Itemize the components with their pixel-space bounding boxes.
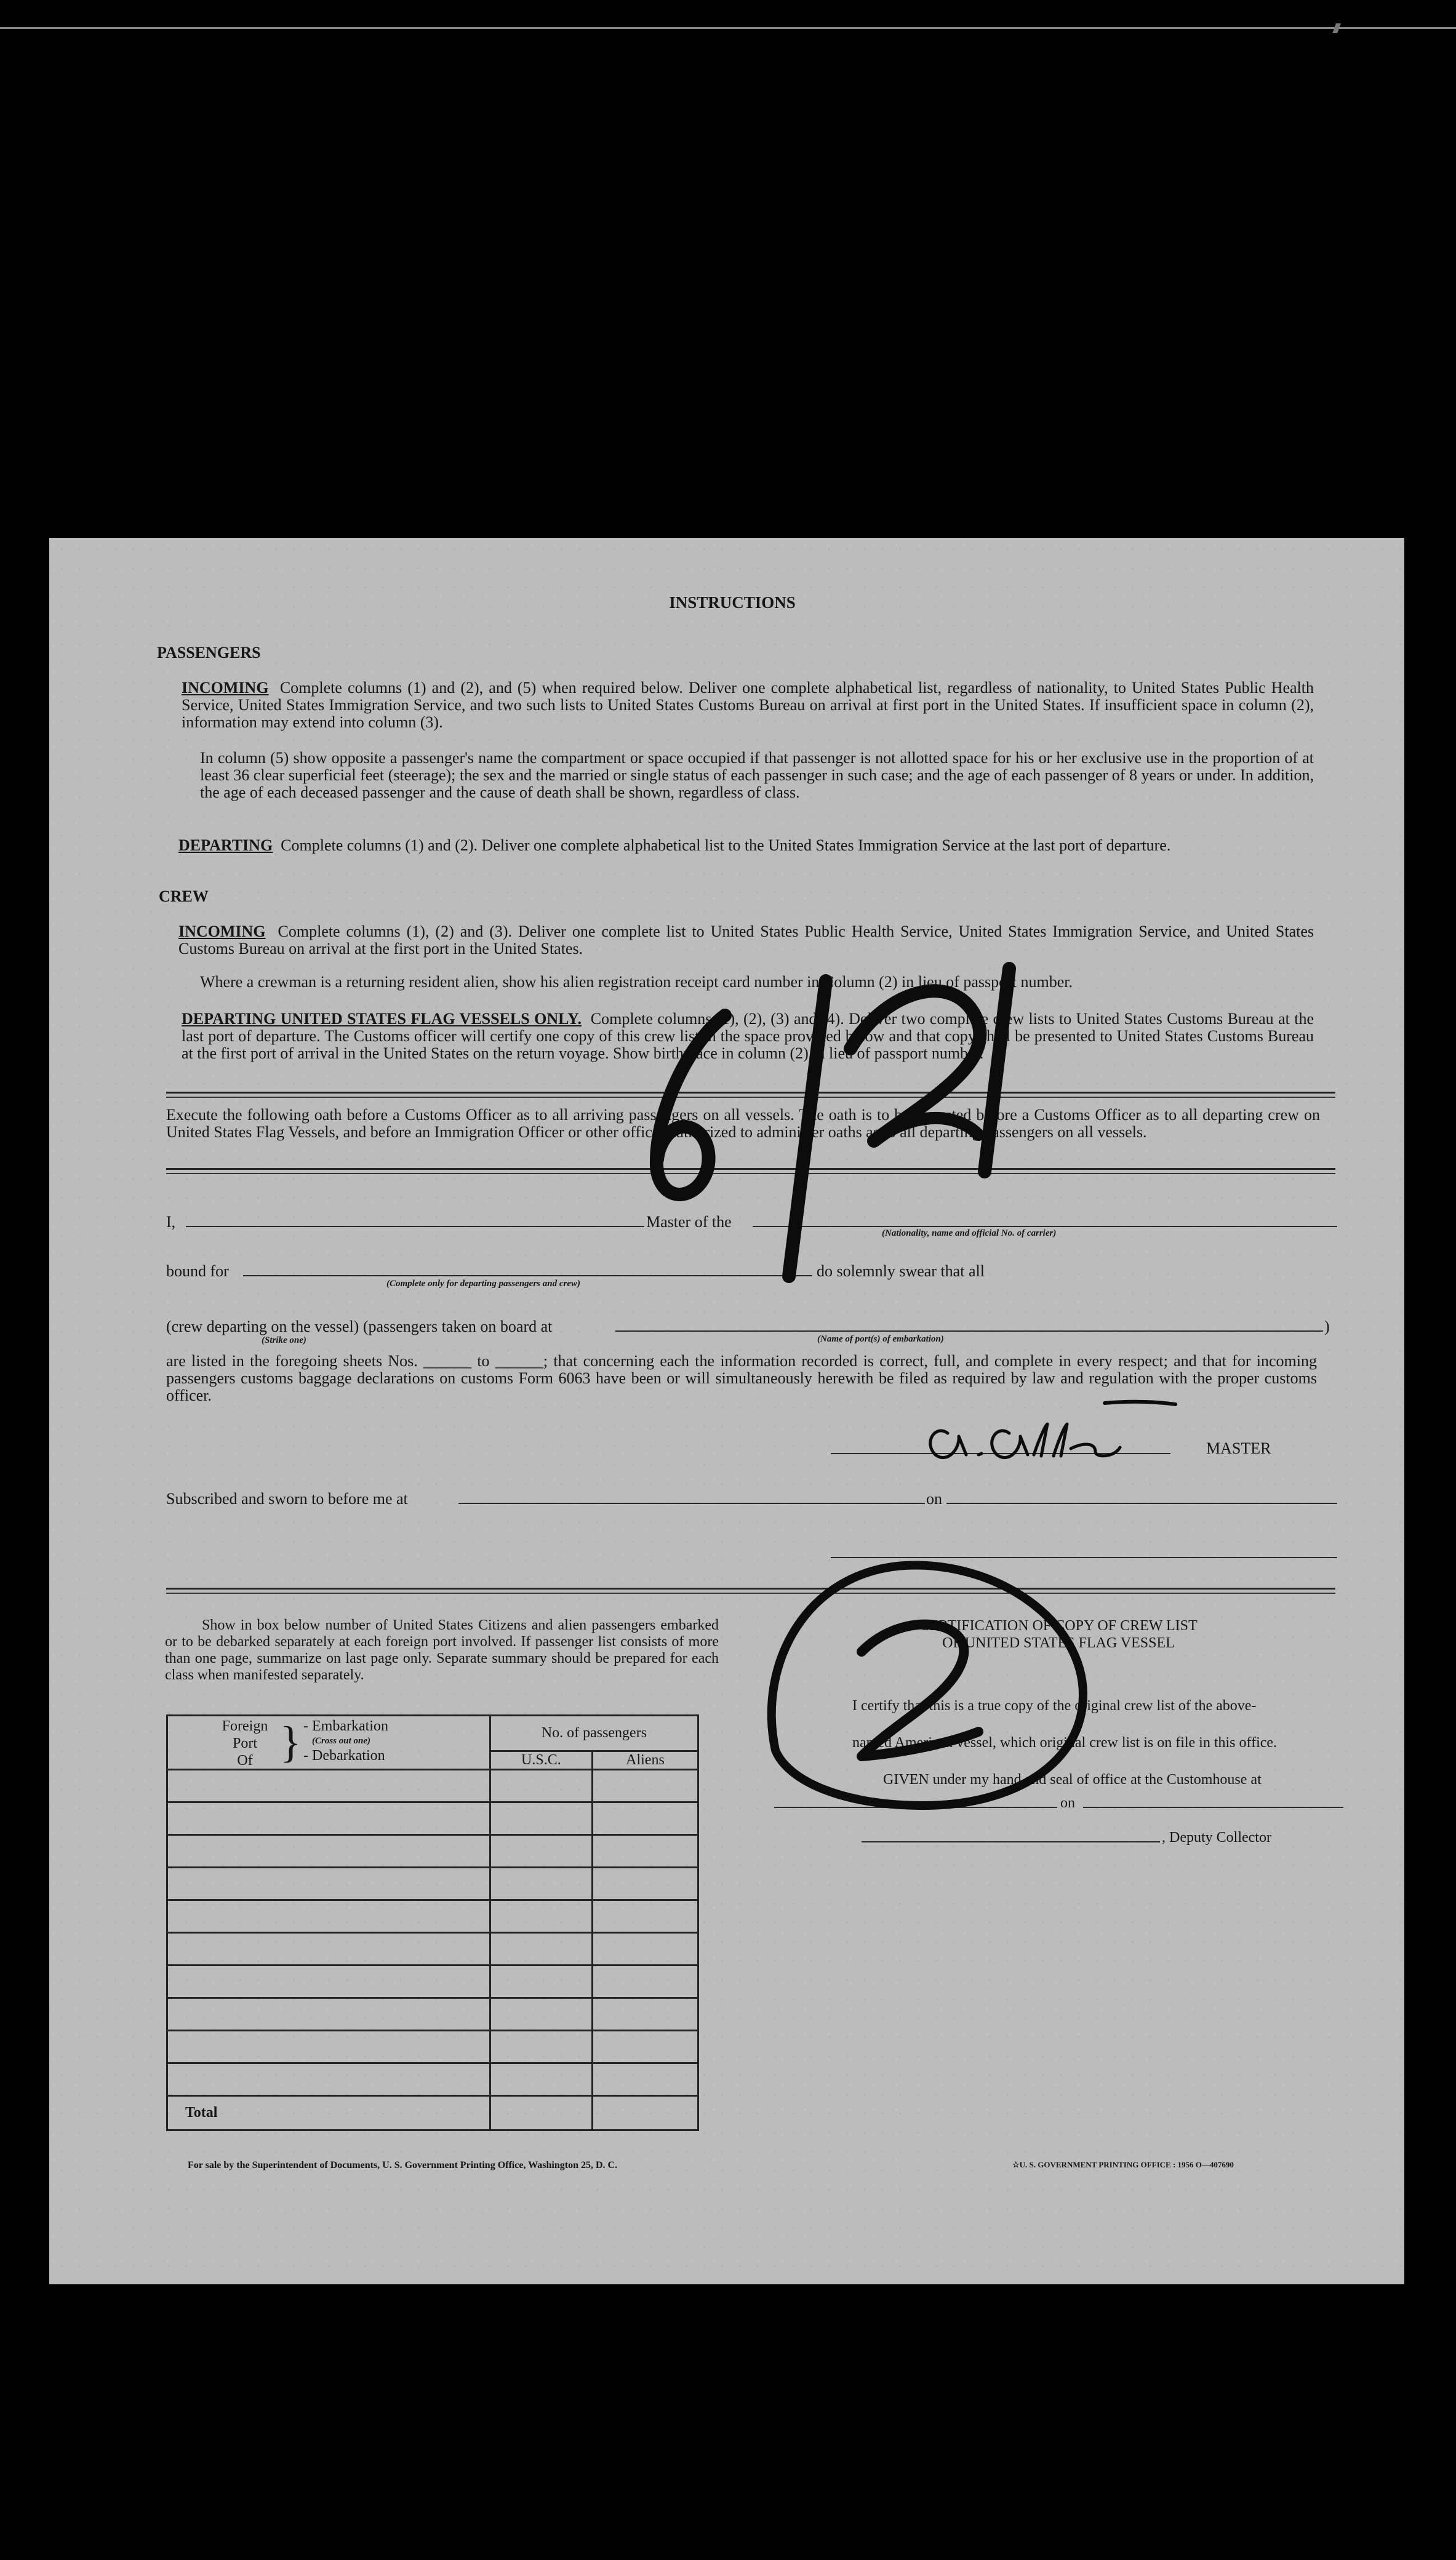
incoming-label: INCOMING [182, 679, 269, 697]
debarkation-label: - Debarkation [303, 1748, 385, 1764]
divider [166, 1097, 1335, 1098]
certification-title-line2: OF UNITED STATES FLAG VESSEL [942, 1635, 1175, 1651]
listed-paragraph: are listed in the foregoing sheets Nos. ______ to ______; that concerning each the information recorded is correct, full, and complete in every respect; and that for incoming passengers customs baggage declarations on customs Form 6063 have been or will simultaneously herewith be filed as required by law and regulation with the proper customs officer. [166, 1352, 1317, 1404]
divider [166, 1588, 1335, 1590]
crew-passengers-label: (crew departing on the vessel) (passengers taken on board at [166, 1318, 553, 1335]
passenger-summary-table [166, 1714, 699, 2131]
bound-for-label: bound for [166, 1262, 229, 1280]
port-header-cell [167, 1716, 490, 1770]
crew-departing-paragraph [182, 1010, 1314, 1062]
bound-for-field[interactable] [243, 1275, 812, 1276]
total-row [167, 2096, 698, 2130]
port-cell[interactable] [167, 1933, 490, 1966]
subscribed-label: Subscribed and sworn to before me at [166, 1490, 408, 1508]
customhouse-field[interactable] [774, 1807, 1057, 1808]
column5-paragraph: In column (5) show opposite a passenger's name the compartment or space occupied if that passenger is not allotted space for his or her exclusive use in the proportion of at least 36 clear superficial feet (steerage); the sex and the married or single status of each passenger in such case; and the age of each passenger of 8 years or under. In addition, the age of each deceased passenger and the cause of death shall be shown, regardless of class. [200, 749, 1314, 801]
usc-cell[interactable] [490, 1933, 592, 1966]
sworn-place-field[interactable] [458, 1503, 925, 1504]
crew-incoming-paragraph [178, 923, 1314, 958]
deputy-collector-label: , Deputy Collector [1162, 1830, 1271, 1846]
given-line: GIVEN under my hand and seal of office at the Customhouse at [883, 1772, 1262, 1788]
certify-line2: named American vessel, which original crew list is on file in this office. [852, 1735, 1278, 1751]
port-cell[interactable] [167, 2063, 490, 2096]
aliens-cell[interactable] [592, 1900, 698, 1933]
total-usc-cell[interactable] [490, 2096, 592, 2130]
aliens-cell[interactable] [592, 2031, 698, 2063]
master-label: MASTER [1206, 1439, 1271, 1457]
aliens-cell[interactable] [592, 1770, 698, 1802]
usc-cell[interactable] [490, 1835, 592, 1868]
crew-heading: CREW [159, 887, 209, 905]
usc-cell[interactable] [490, 1802, 592, 1835]
crew-incoming-label: INCOMING [178, 922, 266, 940]
passengers-heading: PASSENGERS [157, 644, 261, 662]
carrier-note: (Nationality, name and official No. of carrier) [882, 1228, 1057, 1238]
foreign-label: Foreign [222, 1718, 268, 1734]
large-mark-stroke-one [985, 969, 1009, 1172]
table-row [167, 1998, 698, 2031]
usc-cell[interactable] [490, 2031, 592, 2063]
port-labels [211, 1718, 279, 1769]
direction-labels [303, 1718, 388, 1764]
aliens-cell[interactable] [592, 1933, 698, 1966]
cross-out-note: (Cross out one) [312, 1736, 371, 1746]
crew-returning-paragraph: Where a crewman is a returning resident alien, show his alien registration receipt card number in Column (2) in lieu of passport number. [200, 973, 1073, 991]
aliens-cell[interactable] [592, 1835, 698, 1868]
aliens-header: Aliens [592, 1751, 698, 1770]
certification-title [862, 1617, 1255, 1652]
usc-cell[interactable] [490, 1966, 592, 1998]
passengers-incoming-paragraph [182, 679, 1314, 731]
port-cell[interactable] [167, 1868, 490, 1900]
usc-cell[interactable] [490, 1998, 592, 2031]
table-row [167, 1770, 698, 1802]
sworn-date-field[interactable] [946, 1503, 1337, 1504]
passengers-departing-paragraph [178, 837, 1314, 854]
aliens-cell[interactable] [592, 1966, 698, 1998]
on-label: on [926, 1490, 942, 1508]
departing-text: Complete columns (1) and (2). Deliver one complete alphabetical list to the United States Immigration Service at the last port of departure. [281, 836, 1171, 854]
oath-intro: Execute the following oath before a Customs Officer as to all arriving passengers on all vessels. The oath is to be executed before a Customs Officer as to all departing crew on United States Flag Vessels, and before an Immigration Officer or other officer authorized to administer oaths as to all departing passengers on all vessels. [166, 1106, 1320, 1141]
crew-departing-text: Complete columns (1), (2), (3) and (4). Deliver two complete crew lists to United States Customs Bureau at the last port of departure. The Customs officer will certify one copy of this crew list in the space provided below and that copy shall be presented to United States Customs Bureau at the first port of arrival in the United States on the return voyage. Show birthplace in column (2) in lieu of passport number. [182, 1010, 1314, 1062]
certify-date-field[interactable] [1083, 1807, 1343, 1808]
swear-text: do solemnly swear that all [817, 1262, 985, 1280]
embarkation-label: - Embarkation [303, 1718, 388, 1734]
port-cell[interactable] [167, 1966, 490, 1998]
carrier-field[interactable] [753, 1226, 1337, 1227]
usc-cell[interactable] [490, 2063, 592, 2096]
certify-line1: I certify that this is a true copy of the original crew list of the above- [852, 1698, 1257, 1714]
brace-icon: } [280, 1718, 302, 1767]
table-row [167, 2063, 698, 2096]
table-row [167, 1966, 698, 1998]
crew-incoming-text: Complete columns (1), (2) and (3). Deliver one complete list to United States Public Health Service, United States Immigration Service, and United States Customs Bureau on arrival at the first port in the United States. [178, 922, 1314, 958]
incoming-text: Complete columns (1) and (2), and (5) when required below. Deliver one complete alphabetical list, regardless of nationality, to United States Public Health Service, United States Immigration Service, and two such lists to United States Customs Bureau on arrival at first port in the United States. If insufficient space in column (2), information may extend into column (3). [182, 679, 1314, 731]
divider [166, 1173, 1335, 1174]
port-cell[interactable] [167, 1998, 490, 2031]
port-cell[interactable] [167, 1900, 490, 1933]
master-name-field[interactable] [186, 1226, 644, 1227]
table-row [167, 2031, 698, 2063]
table-row [167, 1835, 698, 1868]
port-cell[interactable] [167, 1770, 490, 1802]
deputy-signature-field[interactable] [862, 1841, 1160, 1842]
port-cell[interactable] [167, 1802, 490, 1835]
no-of-passengers-header: No. of passengers [490, 1716, 698, 1751]
port-cell[interactable] [167, 2031, 490, 2063]
total-label: Total [167, 2096, 490, 2130]
close-paren: ) [1324, 1318, 1330, 1335]
aliens-cell[interactable] [592, 1868, 698, 1900]
table-row [167, 1933, 698, 1966]
film-top-line [0, 27, 1456, 29]
aliens-cell[interactable] [592, 2063, 698, 2096]
bound-for-note: (Complete only for departing passengers and crew) [386, 1279, 580, 1289]
table-row [167, 1868, 698, 1900]
divider [166, 1593, 1335, 1594]
master-signature-field[interactable] [831, 1453, 1170, 1454]
divider [166, 1168, 1335, 1170]
on-label-2: on [1060, 1795, 1075, 1811]
usc-cell[interactable] [490, 1900, 592, 1933]
certify-paragraph [852, 1687, 1345, 1798]
table-row [167, 1900, 698, 1933]
port-label: Port [232, 1735, 257, 1751]
aliens-cell[interactable] [592, 1802, 698, 1835]
footer-left: For sale by the Superintendent of Documents, U. S. Government Printing Office, Washington 25, D. C. [188, 2160, 618, 2170]
crew-departing-label: DEPARTING UNITED STATES FLAG VESSELS ONLY. [182, 1010, 582, 1028]
usc-cell[interactable] [490, 1770, 592, 1802]
officer-signature-field[interactable] [831, 1557, 1337, 1558]
box-instructions: Show in box below number of United States Citizens and alien passengers embarked or to be debarked separately at each foreign port involved. If passenger list consists of more than one page, summarize on last page only. Separate summary should be prepared for each class when manifested separately. [165, 1617, 719, 1683]
footer-right: ☆U. S. GOVERNMENT PRINTING OFFICE : 1956 O—407690 [1012, 2160, 1234, 2169]
certification-title-line1: CERTIFICATION OF COPY OF CREW LIST [919, 1618, 1198, 1634]
usc-header: U.S.C. [490, 1751, 592, 1770]
port-note: (Name of port(s) of embarkation) [817, 1334, 944, 1344]
departing-label: DEPARTING [178, 836, 273, 854]
table-row [167, 1802, 698, 1835]
page-title: INSTRUCTIONS [669, 593, 796, 612]
embarkation-port-field[interactable] [615, 1330, 1323, 1332]
of-label: Of [237, 1753, 253, 1769]
usc-cell[interactable] [490, 1868, 592, 1900]
port-cell[interactable] [167, 1835, 490, 1868]
i-label: I, [166, 1213, 176, 1231]
strike-one-note: (Strike one) [262, 1335, 306, 1345]
divider [166, 1092, 1335, 1094]
total-aliens-cell[interactable] [592, 2096, 698, 2130]
aliens-cell[interactable] [592, 1998, 698, 2031]
document-page [49, 538, 1404, 2284]
master-of-the-label: Master of the [646, 1213, 732, 1231]
